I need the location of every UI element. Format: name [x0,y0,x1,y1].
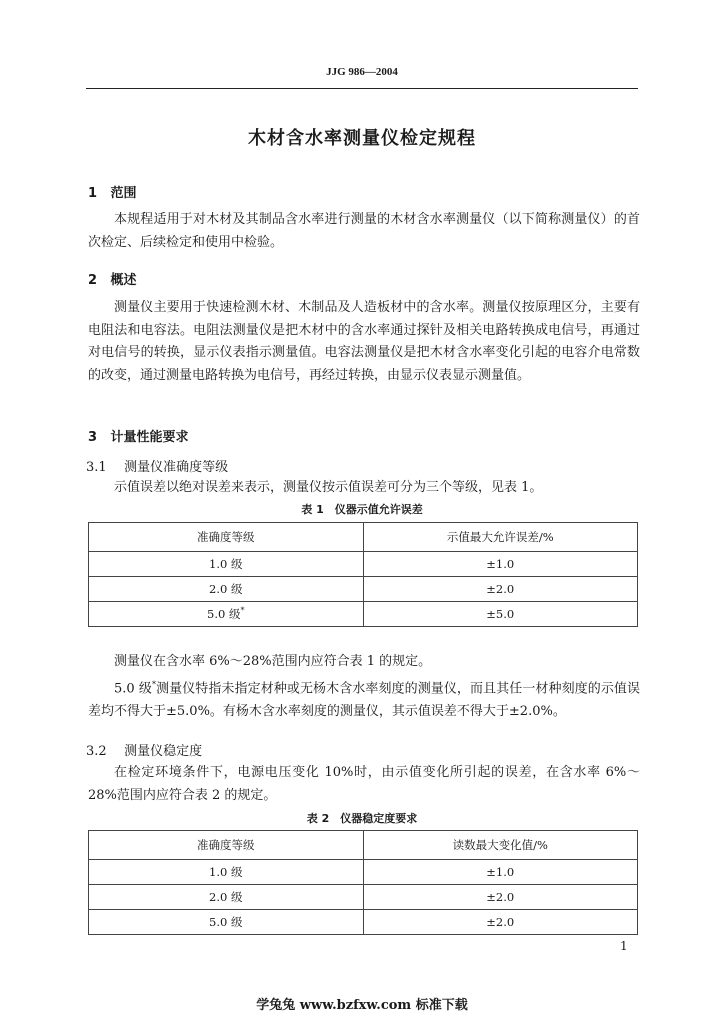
value-cell: ±2.0 [363,577,638,602]
document-title: 木材含水率测量仪检定规程 [248,128,476,149]
table-1-applicability: 测量仪在含水率 6%～28%范围内应符合表 1 的规定。 [114,654,432,669]
table-1-caption: 表 1 仪器示值允许误差 [301,503,423,516]
column-header: 示值最大允许误差/% [363,523,638,552]
value-cell: ±5.0 [363,602,638,627]
standard-code: JJG 986—2004 [326,66,398,78]
grade-cell: 1.0 级 [89,860,364,885]
table-header-row [89,523,638,552]
grade-5-note [88,674,640,723]
subsection-3-2-text: 在检定环境条件下，电源电压变化 10%时，由示值变化所引起的误差，在含水率 6%～28%范围内应符合表 2 的规定。 [88,765,640,803]
footnote-mark: * [240,606,245,616]
subsection-3-1-text: 示值误差以绝对误差来表示，测量仪按示值误差可分为三个等级，见表 1。 [114,480,543,495]
grade-cell: 1.0 级 [89,552,364,577]
subsection-title: 测量仪稳定度 [124,744,203,759]
note-text: 测量仪特指未指定材种或无杨木含水率刻度的测量仪，而且其任一材种刻度的示值误差均不得大于±5.0%。有杨木含水率刻度的测量仪，其示值误差不得大于±2.0%。 [88,681,640,719]
subsection-3-2-heading [86,740,202,759]
column-header: 准确度等级 [89,523,364,552]
table-header-row [89,831,638,860]
column-header: 准确度等级 [89,831,364,860]
section-3-heading [88,426,189,445]
subsection-3-1-heading [86,456,228,475]
section-number: 2 [88,273,98,288]
table-row [89,860,638,885]
value-cell: ±2.0 [363,910,638,935]
section-title: 概述 [110,273,137,288]
table-2 [88,830,638,935]
header-rule [86,88,638,89]
grade-cell [89,602,364,627]
site-footer-watermark: 学兔兔 www.bzfxw.com 标准下载 [256,998,468,1013]
grade-cell: 5.0 级 [89,910,364,935]
section-title: 范围 [110,186,137,201]
table-1 [88,522,638,627]
section-1-heading [88,182,137,201]
section-title: 计量性能要求 [110,430,189,445]
subsection-title: 测量仪准确度等级 [124,460,229,475]
value-cell: ±1.0 [363,552,638,577]
table-row [89,602,638,627]
table-row [89,885,638,910]
section-1-text: 本规程适用于对木材及其制品含水率进行测量的木材含水率测量仪（以下简称测量仪）的首次检定、后续检定和使用中检验。 [88,212,640,250]
page-number: 1 [620,939,628,953]
value-cell: ±1.0 [363,860,638,885]
table-row [89,552,638,577]
value-cell: ±2.0 [363,885,638,910]
note-grade: 5.0 级 [114,681,152,697]
section-2-heading [88,269,137,288]
grade-cell: 2.0 级 [89,577,364,602]
grade-cell: 2.0 级 [89,885,364,910]
column-header: 读数最大变化值/% [363,831,638,860]
section-number: 1 [88,186,98,201]
table-row [89,577,638,602]
table-row [89,910,638,935]
footnote-mark: * [151,680,156,689]
section-number: 3 [88,430,98,445]
table-2-caption: 表 2 仪器稳定度要求 [306,812,418,825]
subsection-number: 3.1 [86,460,107,475]
grade-text: 5.0 级 [207,607,241,621]
section-2-text: 测量仪主要用于快速检测木材、木制品及人造板材中的含水率。测量仪按原理区分，主要有电阻法和电容法。电阻法测量仪是把木材中的含水率通过探针及相关电路转换成电信号，再通过对电信号的转换，显示仪表指示测量值。电容法测量仪是把木材含水率变化引起的电容介电常数的改变，通过测量电路转换为电信号，再经过转换，由显示仪表显示测量值。 [88,300,640,383]
subsection-number: 3.2 [86,744,107,759]
